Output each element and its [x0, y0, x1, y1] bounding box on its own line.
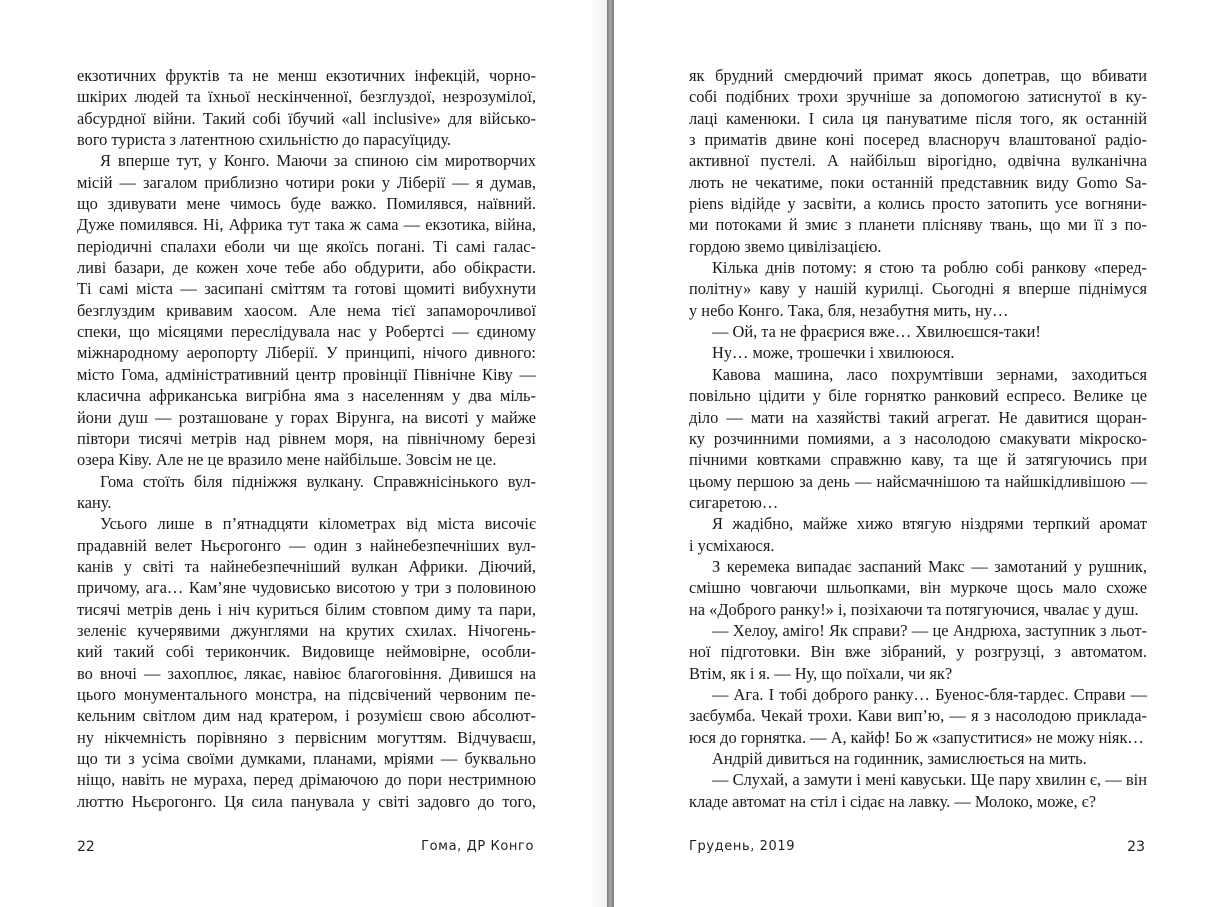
running-footer-right: Грудень, 2019 — [689, 839, 796, 854]
text-line: ної підготовки. Він вже зібраний, у розгрузці, з автоматом. — [689, 642, 1147, 662]
text-line: цього монументального монстра, на підсвічений червоним пе- — [77, 684, 536, 704]
right-page — [614, 0, 1219, 907]
text-line: ну нікчемність порівняно з первісним могуттям. Відчуваєш, — [77, 727, 536, 747]
book-gutter — [607, 0, 614, 907]
text-line: Кілька днів потому: я стою та роблю собі ранкову «перед- — [712, 258, 1147, 278]
text-line: прадавній велет Ньєрогонго — один з найнебезпечніших вул- — [77, 535, 536, 555]
text-line: ми потоками й змиє з планети плісняву твань, що ми її з по- — [689, 215, 1147, 235]
text-line: на «Доброго ранку!» і, позіхаючи та потягуючися, чвалає у душ. — [689, 599, 1139, 619]
text-line: місій — загалом приблизно чотири роки у Ліберії — я думав, — [77, 172, 536, 192]
text-line: заєбумба. Чекай трохи. Кави вип’ю, — я з насолодою приклада- — [689, 706, 1147, 726]
text-line: Втім, як і я. — Ну, що поїхали, чи як? — [689, 663, 953, 683]
text-line: озера Ківу. Але не це вразило мене найбільше. Зовсім не це. — [77, 450, 497, 470]
running-footer-left: Гома, ДР Конго — [421, 839, 534, 854]
text-line: що здивувати мене чимось буде важко. Помилявся, наївний. — [77, 194, 536, 214]
text-line: Андрій дивиться на годинник, замислюється на мить. — [712, 749, 1087, 768]
text-line: люттю Ньєрогонго. Ця сила панувала у світі задовго до того, — [77, 791, 536, 811]
right-page-body — [689, 65, 1147, 812]
text-line: ливі базари, де кожен хоче тебе або обдурити, або обікрасти. — [77, 258, 536, 278]
text-line: повільно цідити у біле горнятко ранковий еспресо. Велике це — [689, 386, 1147, 406]
text-line: piens відійде у засвіти, а колись просто затопить усе вогняни- — [689, 194, 1147, 214]
text-line: Я вперше тут, у Конго. Маючи за спиною сім миротворчих — [100, 151, 536, 171]
text-line: ніщо, навіть не мураха, перед дрімаючою до пори нестримною — [77, 770, 536, 790]
text-line: вого туриста з латентною схильністю до парасуїциду. — [77, 130, 452, 150]
text-line: півтори тисячі метрів над рівнем моря, на північному березі — [77, 428, 536, 448]
text-line: Ну… може, трошечки і хвилююся. — [712, 343, 955, 363]
text-line: періодичні спалахи еболи чи ще якоїсь погані. Ті самі галас- — [77, 236, 536, 256]
text-line: зеленіє кучерявими джунглями на крутих схилах. Нічогень- — [77, 620, 536, 640]
left-page — [0, 0, 607, 907]
text-line: активної пустелі. А найбільш вірогідно, одвічна вулканічна — [689, 151, 1147, 171]
text-line: у небо Конго. Така, бля, незабутня мить, ну… — [689, 300, 1009, 320]
left-page-body — [77, 65, 536, 812]
page-number-left: 22 — [77, 839, 95, 855]
text-line: йони душ — розташоване у горах Вірунга, на висоті у майже — [77, 407, 536, 427]
text-line: абсурдної війни. Такий собі їбучий «all inclusive» для військо- — [77, 108, 536, 128]
text-line: лють не чекатиме, поки останній представник виду Gomo Sa- — [689, 172, 1147, 192]
text-line: політну» каву у нашій курилці. Сьогодні я вперше піднімуся — [689, 279, 1147, 299]
text-line: сигаретою… — [689, 492, 779, 512]
text-line: кану. — [77, 492, 112, 512]
text-line: причому, ага… Кам’яне чудовисько висотою у три з половиною — [77, 578, 536, 598]
text-line: що ти з усіма своїми думками, планами, мріями — буквально — [77, 749, 536, 768]
text-line: з приматів двине коні посеред власноруч влаштованої радіо- — [689, 130, 1147, 150]
text-line: З керемека випадає заспаний Макс — замотаний у рушник, — [712, 556, 1147, 576]
text-line: екзотичних фруктів та не менш екзотичних інфекцій, чорно- — [77, 66, 536, 85]
text-line: лаці каменюки. І сила ця пануватиме після того, як останній — [689, 108, 1147, 128]
text-line: — Слухай, а замути і мені кавуськи. Ще пару хвилин є, — він — [712, 770, 1147, 790]
text-line: як брудний смердючий примат якось допетрав, що вбивати — [689, 66, 1147, 85]
text-line: Усього лише в п’ятнадцяти кілометрах від міста височіє — [100, 514, 536, 534]
text-line: юся до горнятка. — А, кайф! Бо ж «запуститися» не можу ніяк… — [689, 727, 1144, 747]
text-line: во вночі — захоплює, лякає, навіює благоговіння. Дивишся на — [77, 663, 536, 683]
text-line: класична африканська вигрібна яма з населенням у два міль- — [77, 386, 536, 406]
text-line: Ті самі міста — засипані сміттям та готові щомиті вибухнути — [77, 279, 536, 299]
text-line: кладе автомат на стіл і сідає на лавку. — Молоко, може, є? — [689, 791, 1096, 811]
text-line: — Хелоу, аміго! Як справи? — це Андрюха, заступник з льот- — [712, 620, 1147, 640]
text-line: Кавова машина, ласо похрумтівши зернами, заходиться — [712, 364, 1147, 384]
text-line: міжнародному аеропорту Ліберії. У принципі, нічого дивного: — [77, 343, 536, 363]
text-line: спеки, що місяцями переслідувала нас у Робертсі — єдиному — [77, 322, 536, 342]
text-line: смішно човгаючи шльопками, він муркоче щось мало схоже — [689, 578, 1147, 598]
text-line: канів у світі та найнебезпечніший вулкан Африки. Діючий, — [77, 556, 536, 576]
text-line: — Ой, та не фраєрися вже… Хвилюєшся-таки! — [712, 322, 1041, 342]
text-line: шкірих людей та їхньої нескінченної, безглуздої, незрозумілої, — [77, 87, 536, 107]
text-line: діло — мати на хазяйстві такий агрегат. Не давитися щоран- — [689, 407, 1147, 427]
text-line: пічними ковтками справжню каву, та ще й затягуючись при — [689, 450, 1147, 470]
text-line: тисячі метрів день і ніч куриться білим стовпом диму та пари, — [77, 599, 536, 619]
text-line: ку розчинними помиями, а з насолодою смакувати мікроско- — [689, 428, 1147, 448]
page-number-right: 23 — [1127, 839, 1145, 855]
text-line: і усміхаюся. — [689, 535, 775, 555]
text-line: Дуже помилявся. Ні, Африка тут така ж сама — екзотика, війна, — [77, 215, 536, 235]
text-line: гордою звемо цивілізацією. — [689, 236, 882, 256]
text-line: цьому першою за день — найсмачнішою та найшкідливішою — — [689, 471, 1147, 491]
text-line: — Ага. І тобі доброго ранку… Буенос-бля-тардес. Справи — — [712, 684, 1147, 704]
gutter-shadow-left — [590, 0, 607, 907]
text-line: безглуздим кривавим хаосом. Але нема тієї запаморочливої — [77, 300, 536, 320]
text-line: кий такий собі терикончик. Видовище неймовірне, особли- — [77, 642, 536, 662]
text-line: Гома стоїть біля підніжжя вулкану. Справжнісінького вул- — [100, 471, 536, 491]
text-line: місто Гома, адміністративний центр провінції Північне Ківу — — [77, 364, 536, 384]
text-line: кельним світлом дим над кратером, і розумієш свою абсолют- — [77, 706, 536, 726]
text-line: Я жадібно, майже хижо втягую ніздрями терпкий аромат — [712, 514, 1147, 534]
text-line: собі подібних трохи зручніше за допомогою затиснутої в ку- — [689, 87, 1147, 107]
